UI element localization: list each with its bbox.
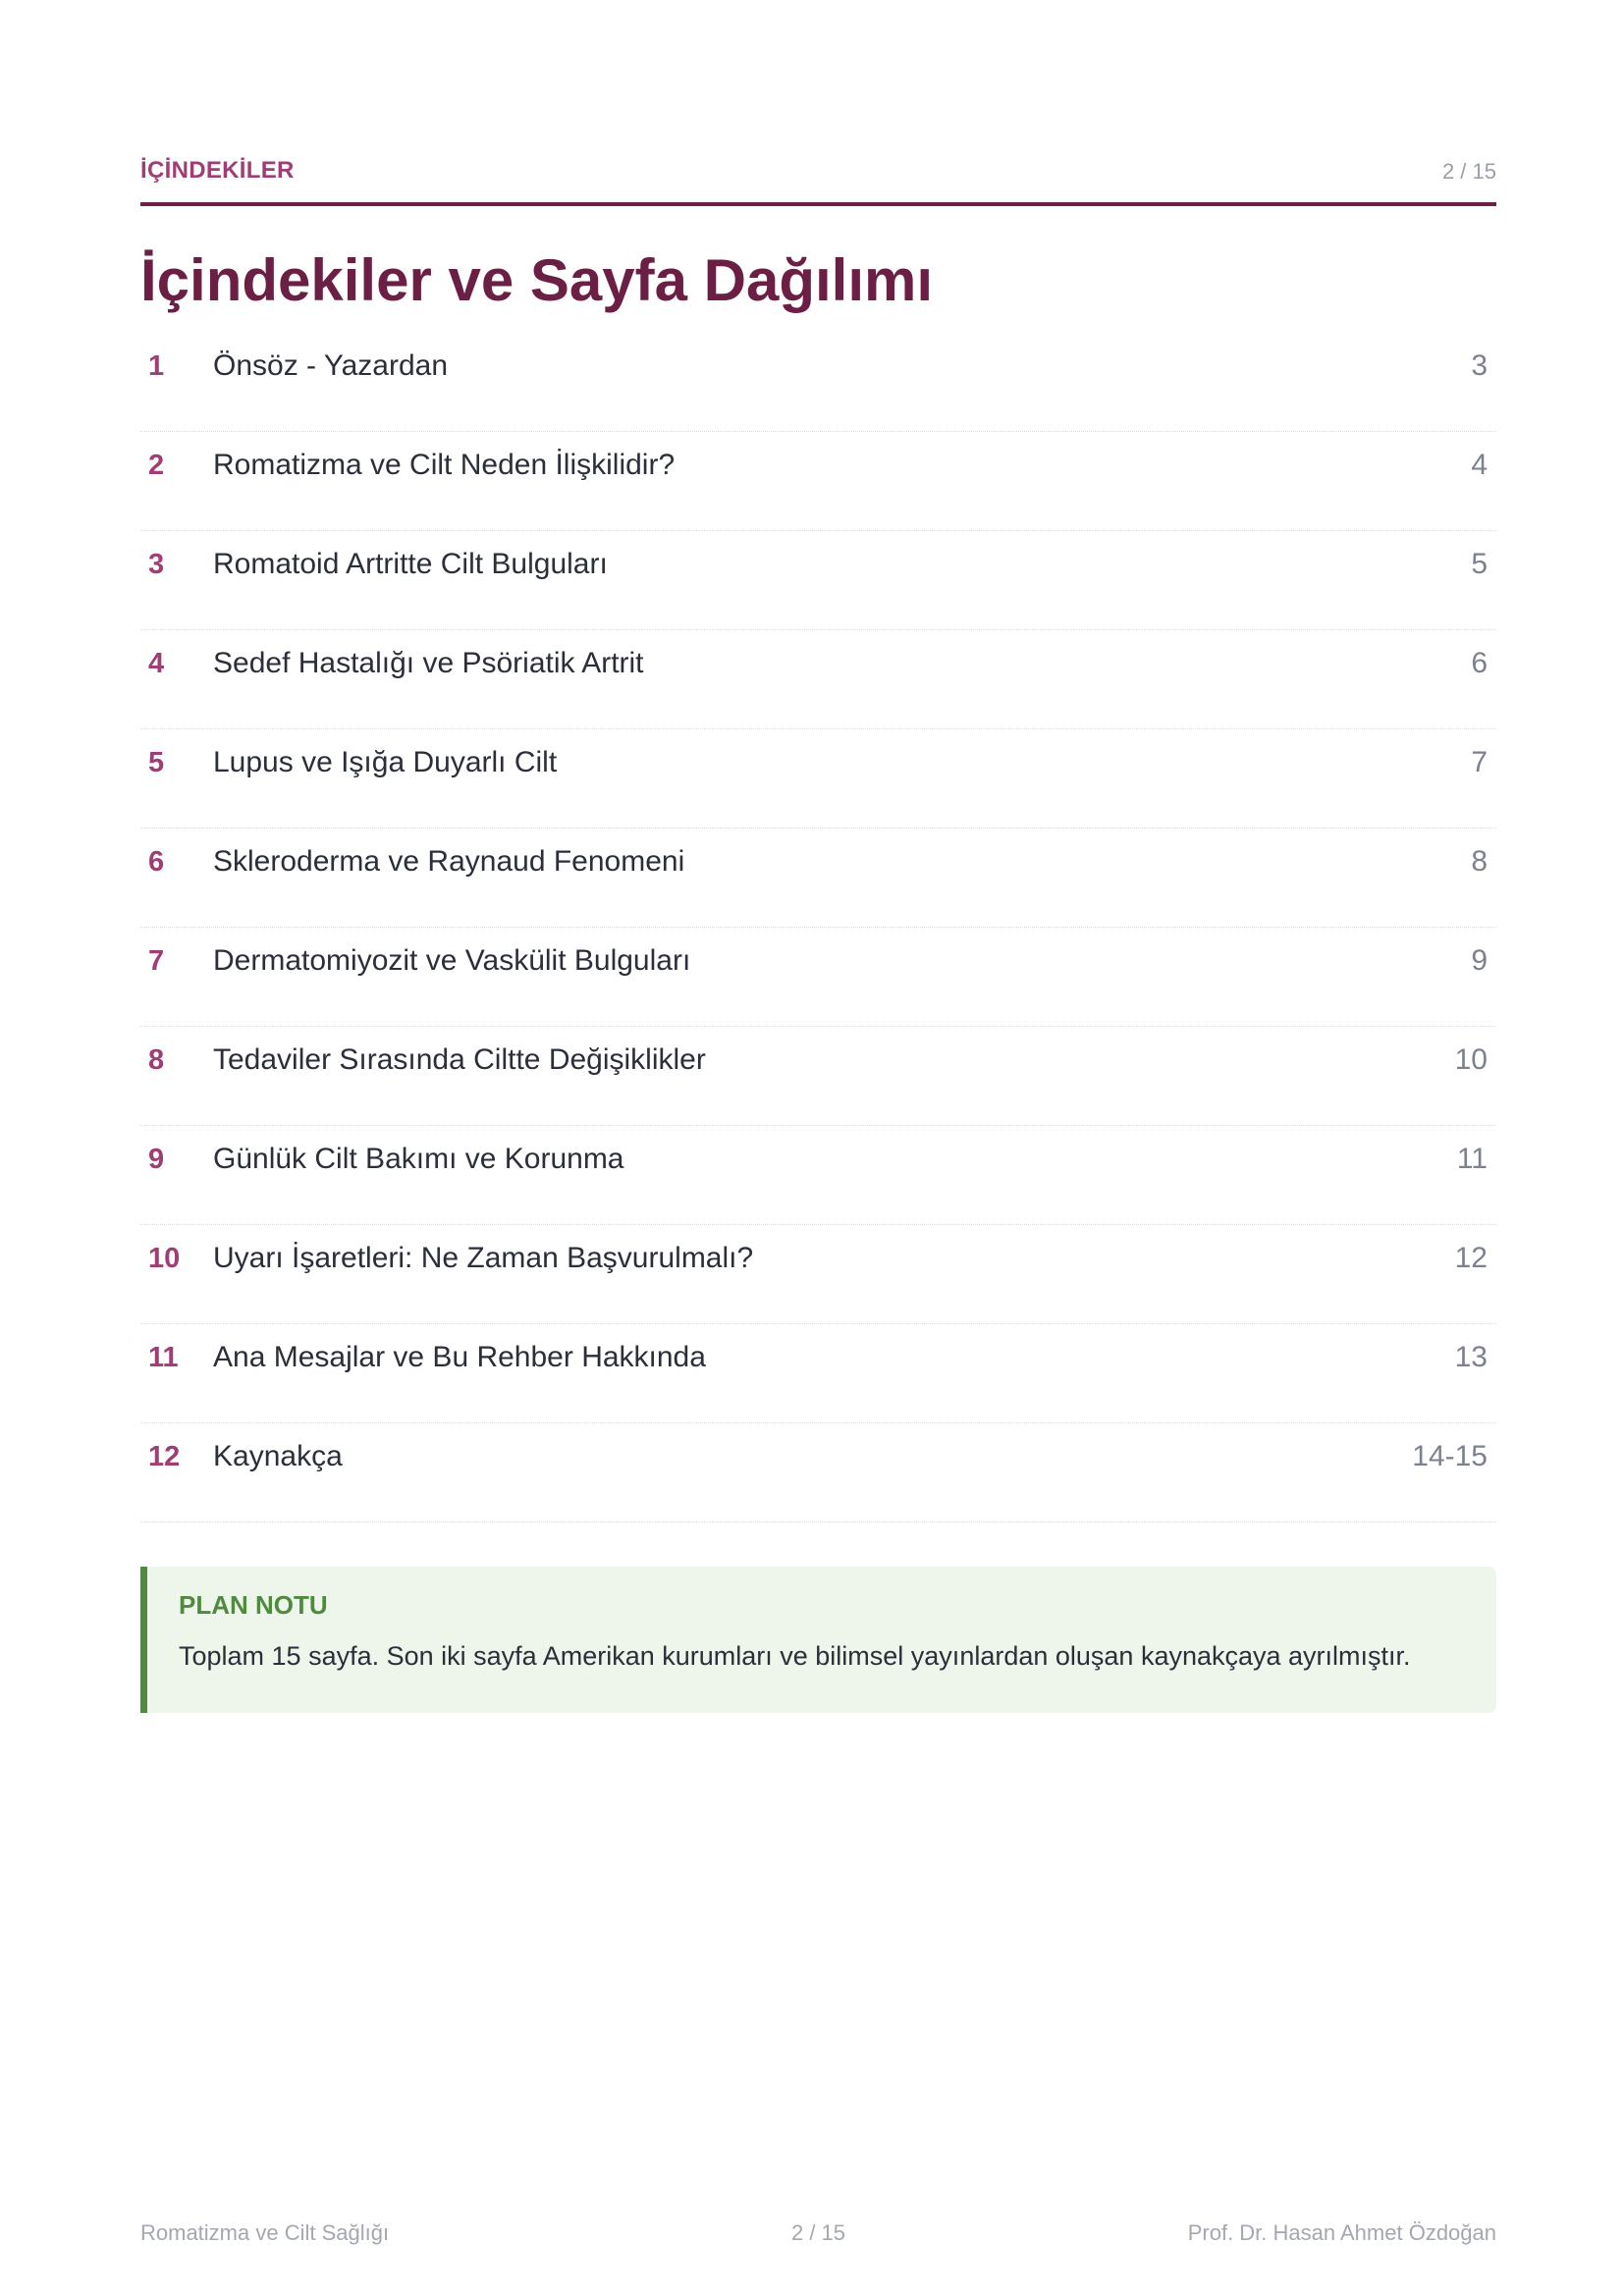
footer-book-title: Romatizma ve Cilt Sağlığı bbox=[140, 2220, 390, 2245]
toc-entry-title: Önsöz - Yazardan bbox=[213, 349, 449, 382]
toc-entry[interactable] bbox=[140, 729, 1496, 828]
toc-entry-number: 6 bbox=[148, 846, 165, 878]
toc-entry-page: 8 bbox=[1471, 845, 1488, 878]
toc-entry-page: 11 bbox=[1456, 1143, 1488, 1175]
toc-entry[interactable] bbox=[140, 928, 1496, 1027]
toc-entry-page: 9 bbox=[1471, 944, 1488, 977]
plan-note-title: PLAN NOTU bbox=[179, 1590, 328, 1620]
toc-entry-title: Dermatomiyozit ve Vaskülit Bulguları bbox=[213, 944, 691, 977]
toc-entry-number: 7 bbox=[148, 945, 165, 977]
toc-entry[interactable] bbox=[140, 531, 1496, 630]
toc-entry-page: 5 bbox=[1471, 548, 1488, 580]
page-title: İçindekiler ve Sayfa Dağılımı bbox=[140, 247, 934, 313]
running-header bbox=[140, 153, 1496, 185]
toc-entry-number: 8 bbox=[148, 1044, 165, 1076]
toc-entry-number: 5 bbox=[148, 747, 165, 778]
footer-author: Prof. Dr. Hasan Ahmet Özdoğan bbox=[1187, 2220, 1496, 2245]
toc-entry-number: 11 bbox=[148, 1342, 179, 1373]
toc-entry-page: 4 bbox=[1471, 449, 1488, 481]
toc-entry-page: 7 bbox=[1471, 746, 1488, 778]
toc-entry[interactable] bbox=[140, 1225, 1496, 1324]
toc-entry-page: 14-15 bbox=[1412, 1440, 1488, 1472]
toc-entry[interactable] bbox=[140, 1423, 1496, 1522]
toc-entry-page: 10 bbox=[1454, 1043, 1488, 1076]
plan-note-callout bbox=[140, 1567, 1496, 1713]
toc-entry-number: 2 bbox=[148, 450, 165, 481]
toc-entry-number: 10 bbox=[148, 1243, 181, 1274]
toc-entry[interactable] bbox=[140, 432, 1496, 531]
toc-entry[interactable] bbox=[140, 1027, 1496, 1126]
table-of-contents bbox=[140, 333, 1496, 1522]
toc-entry-title: Romatizma ve Cilt Neden İlişkilidir? bbox=[213, 449, 676, 481]
section-label: İÇİNDEKİLER bbox=[140, 157, 295, 184]
toc-entry-title: Romatoid Artritte Cilt Bulguları bbox=[213, 548, 608, 580]
toc-entry-number: 1 bbox=[148, 350, 165, 382]
toc-entry-page: 6 bbox=[1471, 647, 1488, 679]
toc-entry[interactable] bbox=[140, 1126, 1496, 1225]
toc-entry-title: Kaynakça bbox=[213, 1440, 343, 1472]
toc-entry-number: 12 bbox=[148, 1441, 181, 1472]
toc-entry-number: 3 bbox=[148, 549, 165, 580]
toc-entry-number: 9 bbox=[148, 1144, 165, 1175]
toc-entry-page: 13 bbox=[1454, 1341, 1488, 1373]
plan-note-body: Toplam 15 sayfa. Son iki sayfa Amerikan kurumları ve bilimsel yayınlardan oluşan kaynakçaya ayrılmıştır. bbox=[179, 1641, 1411, 1671]
toc-entry[interactable] bbox=[140, 828, 1496, 928]
toc-entry[interactable] bbox=[140, 1324, 1496, 1423]
toc-entry-page: 12 bbox=[1454, 1242, 1488, 1274]
page-indicator: 2 / 15 bbox=[1441, 159, 1496, 184]
toc-entry-title: Uyarı İşaretleri: Ne Zaman Başvurulmalı? bbox=[213, 1242, 754, 1274]
toc-entry-title: Ana Mesajlar ve Bu Rehber Hakkında bbox=[213, 1341, 706, 1373]
toc-entry-title: Lupus ve Işığa Duyarlı Cilt bbox=[213, 746, 558, 778]
toc-entry-title: Sedef Hastalığı ve Psöriatik Artrit bbox=[213, 647, 644, 679]
toc-entry-title: Skleroderma ve Raynaud Fenomeni bbox=[213, 845, 685, 878]
toc-entry[interactable] bbox=[140, 333, 1496, 432]
header-divider bbox=[140, 202, 1496, 206]
toc-entry-title: Tedaviler Sırasında Ciltte Değişiklikler bbox=[213, 1043, 706, 1076]
toc-entry-title: Günlük Cilt Bakımı ve Korunma bbox=[213, 1143, 624, 1175]
toc-entry-page: 3 bbox=[1471, 349, 1488, 382]
page-footer bbox=[140, 2220, 1496, 2250]
toc-entry[interactable] bbox=[140, 630, 1496, 729]
toc-entry-number: 4 bbox=[148, 648, 165, 679]
footer-page-number: 2 / 15 bbox=[790, 2220, 846, 2245]
